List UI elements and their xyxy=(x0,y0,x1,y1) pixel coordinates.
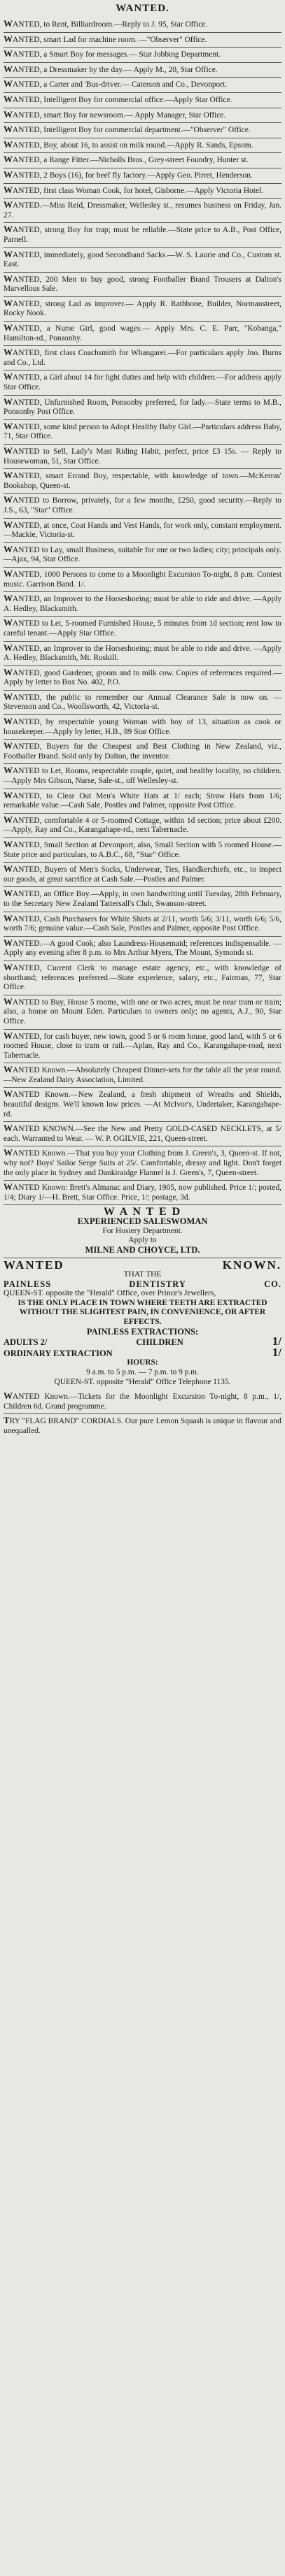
ad-initial-letter: W xyxy=(4,470,13,481)
classified-ad xyxy=(4,47,281,62)
classified-ad xyxy=(4,763,281,788)
classified-ad xyxy=(4,345,281,370)
classified-ad xyxy=(4,444,281,468)
painless-dentistry-ad xyxy=(4,1258,281,1390)
ad-initial-letter: W xyxy=(4,371,13,382)
ad-text: ANTED, 200 Men to buy good, strong Footballer Brand Trousers at Dalton's Marvellous Sale. xyxy=(4,275,281,294)
ad-initial-letter: W xyxy=(4,48,13,59)
ad-initial-letter: W xyxy=(4,995,13,1007)
classified-ad xyxy=(4,995,281,1029)
ad-initial-letter: W xyxy=(4,666,13,677)
classified-ad xyxy=(4,1121,281,1146)
ad-text: ANTED, smart Errand Boy, respectable, with knowledge of town.—McKerras' Bookshop, Queen-st. xyxy=(4,472,281,490)
closing-ads-list xyxy=(4,1390,281,1438)
hours-text: 9 a.m. to 5 p.m. — 7 p.m. to 9 p.m. xyxy=(86,1367,199,1376)
ad-text: ANTED, a Girl about 14 for light duties and help with children.—For address apply Star Office. xyxy=(4,373,281,392)
ad-text: ANTED.—A good Cook; also Laundress-Housemaid; references indispensable. —Apply any evening after 8 p.m. to Mrs Arthur Myers, The Mount, Symonds st. xyxy=(4,939,281,958)
ad-initial-letter: W xyxy=(4,108,13,120)
classified-ad xyxy=(4,395,281,419)
classified-ad xyxy=(4,247,281,272)
classified-ad xyxy=(4,1180,281,1204)
ad-text: ANTED, an Improver to the Horseshoeing; must be able to ride and drive. —Apply A. Hedley, Blacksmith. xyxy=(4,595,281,613)
ad-initial-letter: W xyxy=(4,1088,13,1100)
ad-text: ANTED Known.—That you buy your Clothing from J. Green's, 3, Queen-st. If not, why not? Boys' Sailor Serge Suits at 25/. Comfortable, dressy and light. Don't forget the only place in Sydney and Dankiraidge Flannel is J. Green's, 7, Queen-street. xyxy=(4,1149,281,1177)
dentistry-word: DENTISTRY xyxy=(129,1279,186,1289)
ad-initial-letter: W xyxy=(4,888,13,899)
ad-text: ANTED, Buyers for the Cheapest and Best Clothing in New Zealand, viz., Footballer Brand. Sold only by Dalton, the inventor. xyxy=(4,742,281,761)
ad-initial-letter: T xyxy=(4,1415,10,1426)
that-the-text: THAT THE xyxy=(123,1269,162,1279)
classified-ad xyxy=(4,77,281,92)
ad-text: ANTED, to Rent, Billiardroom.—Reply to J. 95, Star Office. xyxy=(13,20,208,29)
ad-initial-letter: W xyxy=(4,642,13,653)
ad-initial-letter: W xyxy=(4,347,13,358)
ad-text: ANTED.—Miss Reid, Dressmaker, Wellesley st., resumes business on Friday, Jan. 27. xyxy=(4,201,281,220)
ad-initial-letter: W xyxy=(4,937,13,948)
ad-text: ANTED, Buyers of Men's Socks, Underwear, Ties, Handkerchiefs, etc., to inspect our goods, at great sacrifice at Cash Sale.—Postles and Palmer. xyxy=(4,865,281,884)
ad-text: ANTED, smart Boy for newsroom.— Apply Manager, Star Office. xyxy=(13,110,226,120)
ad-text: ANTED, 2 Boys (16), for beef fly factory.—Apply Geo. Pirret, Henderson. xyxy=(13,171,253,180)
ad-text: ANTED, a Carter and 'Bus-driver.— Caterson and Co., Devonport. xyxy=(13,80,228,89)
dentistry-wanted-row xyxy=(4,1260,281,1270)
ad-initial-letter: W xyxy=(4,1181,13,1193)
saleswoman-display-ad xyxy=(4,1204,281,1258)
ad-initial-letter: W xyxy=(4,912,13,923)
only-place-text: IS THE ONLY PLACE IN TOWN WHERE TEETH ARE EXTRACTED WITHOUT THE SLIGHTEST PAIN, IN CONVENIENCE, OR AFTER EFFECTS. xyxy=(18,1298,267,1326)
ad-text: ANTED, a Nurse Girl, good wages.— Apply Mrs. C. E. Parr, "Kobanga," Hamilton-rd., Ponsonby. xyxy=(4,324,281,343)
classified-ad xyxy=(4,714,281,739)
ad-initial-letter: W xyxy=(4,863,13,875)
ad-text: ANTED, Unfurnished Room, Ponsonby preferred, for lady.—State terms to M.B., Ponsonby Post Office. xyxy=(4,398,281,417)
classified-ad xyxy=(4,641,281,665)
ad-text: ANTED, strong Lad as improver.— Apply R. Rathbone, Builder, Normanstreet, Rocky Nook. xyxy=(4,299,281,318)
ad-text: ANTED to Lay, small Business, suitable for one or two ladies; city; principals only.—Ajax, 94, Star Office. xyxy=(4,545,281,564)
ad-initial-letter: W xyxy=(4,519,13,530)
ad-text: ANTED KNOWN.—See the New and Pretty GOLD-CASED NECKLETS, at 5/ each. Warranted to Wear. — W. P. OGILVIE, 221, Queen-street. xyxy=(4,1125,281,1143)
ad-initial-letter: W xyxy=(4,199,13,210)
experienced-saleswoman-title: EXPERIENCED SALESWOMAN xyxy=(77,1216,208,1226)
apply-to-text: Apply to xyxy=(128,1236,157,1245)
ad-initial-letter: W xyxy=(4,138,13,150)
dentistry-address: QUEEN-ST. opposite the "Herald" Office, over Prince's Jewellers, xyxy=(4,1289,216,1298)
wanted-spaced-heading: W A N T E D xyxy=(103,1206,182,1218)
classified-ad xyxy=(4,862,281,886)
classified-ad xyxy=(4,665,281,690)
ad-text: RY "FLAG BRAND" CORDIALS. Our pure Lemon Squash is unique in flavour and unequalled. xyxy=(4,1417,281,1435)
ad-initial-letter: W xyxy=(4,740,13,751)
classified-ad xyxy=(4,272,281,296)
classified-ad xyxy=(4,886,281,911)
classified-ad xyxy=(4,1029,281,1063)
classified-ad xyxy=(4,222,281,247)
classified-ad xyxy=(4,122,281,138)
ad-initial-letter: W xyxy=(4,248,13,259)
classified-ad xyxy=(4,936,281,960)
ad-initial-letter: W xyxy=(4,168,13,180)
classified-ad xyxy=(4,198,281,222)
section-heading: WANTED. xyxy=(116,3,169,14)
classified-ad xyxy=(4,789,281,813)
classified-ad xyxy=(4,138,281,153)
ad-text: ANTED, a Dressmaker by the day.— Apply M., 20, Star Office. xyxy=(13,65,218,74)
ad-initial-letter: W xyxy=(4,297,13,308)
ad-initial-letter: W xyxy=(4,1123,13,1134)
classified-ad xyxy=(4,321,281,345)
ad-text: ANTED to Let, 5-roomed Furnished House, 5 minutes from 1d section; rent low to careful tenant.—Apply Star Office. xyxy=(4,619,281,638)
ad-initial-letter: W xyxy=(4,154,13,165)
co-word: CO. xyxy=(264,1279,281,1289)
ad-text: ANTED, smart Lad for machine room. —"Observer" Office. xyxy=(13,35,207,44)
ad-initial-letter: W xyxy=(4,33,13,44)
ad-initial-letter: W xyxy=(4,18,13,29)
classified-ad xyxy=(4,32,281,48)
ad-initial-letter: W xyxy=(4,593,13,604)
classified-ad xyxy=(4,591,281,616)
ad-text: ANTED, Intelligent Boy for commercial department.—"Observer" Office. xyxy=(13,126,251,135)
ad-initial-letter: W xyxy=(4,543,13,554)
ad-text: ANTED to Buy, House 5 rooms, with one or two acres, must be near tram or train; also, a house on Mount Eden. Particulars to owners only; no agents, A.J., 90, Star Office. xyxy=(4,998,281,1026)
ad-text: ANTED, some kind person to Adopt Healthy Baby Girl.—Particulars address Baby, 71, Star Office. xyxy=(4,422,281,441)
classified-ad xyxy=(4,518,281,542)
dentistry-name-row xyxy=(4,1280,281,1290)
classified-ad xyxy=(4,296,281,321)
fees-row xyxy=(4,1334,281,1348)
firm-name: MILNE AND CHOYCE, LTD. xyxy=(85,1244,200,1255)
ad-initial-letter: W xyxy=(4,1030,13,1041)
ad-initial-letter: W xyxy=(4,568,13,579)
classified-ad xyxy=(4,813,281,837)
ad-initial-letter: W xyxy=(4,839,13,849)
ad-initial-letter: W xyxy=(4,124,13,135)
ad-initial-letter: W xyxy=(4,1147,13,1158)
classified-ad xyxy=(4,1390,281,1413)
ad-text: ANTED, first class Coachsmith for Whangarei.—For particulars apply Jno. Burns and Co., Ltd. xyxy=(4,349,281,367)
ad-text: ANTED, the public to remember our Annual Clearance Sale is now on. —Stevenson and Co., Woollsworth, 42, Victoria-st. xyxy=(4,693,281,712)
classified-ad xyxy=(4,108,281,123)
classified-ad xyxy=(4,419,281,444)
ad-text: ANTED, immediately, good Secondhand Sacks.—W. S. Laurie and Co., Custom st. East. xyxy=(4,250,281,269)
ad-text: ANTED, a Range Fitter.—Nicholls Bros., Grey-street Foundry, Hunter st. xyxy=(13,156,249,165)
children-label: CHILDREN xyxy=(136,1337,183,1348)
ad-initial-letter: W xyxy=(4,494,13,505)
ad-text: ANTED, Small Section at Devonport, also, Small Section with 5 roomed House.—State price and particulars, to A.B.C., 68, "Star" Office. xyxy=(4,841,281,859)
ad-text: ANTED, for cash buyer, new town, good 5 or 6 room house, good land, with 5 or 6 roomed House, close to tram or rail.—Aplan, Ray and Co., Karangahape-road, next Tabernacle. xyxy=(4,1032,281,1060)
ad-initial-letter: W xyxy=(4,78,13,89)
ad-initial-letter: W xyxy=(4,961,13,972)
ad-text: ANTED, a Smart Boy for messages.— Star Jobbing Department. xyxy=(13,50,221,59)
ad-text: ANTED, Intelligent Boy for commercial office.—Apply Star Office. xyxy=(13,95,232,104)
ad-text: ANTED, good Gardener, groom and to milk cow. Copies of references required.—Apply by letter to Box No. 402, P.O. xyxy=(4,668,281,687)
ad-text: ANTED, strong Boy for trap; must be reliable.—State price to A.B., Post Office, Parnell. xyxy=(4,226,281,244)
classified-ad xyxy=(4,616,281,640)
classified-ad xyxy=(4,739,281,763)
ad-text: ANTED, to Clear Out Men's White Hats at 1/ each; Straw Hats from 1/6; remarkable value.—Cash Sale, Postles and Palmer, opposite Post Office. xyxy=(4,791,281,810)
ad-initial-letter: W xyxy=(4,1390,13,1402)
classified-ad xyxy=(4,960,281,995)
ad-text: ANTED to Borrow, privately, for a few months, £250, good security.—Reply to J.S., 63, "Star" Office. xyxy=(4,496,281,515)
ad-initial-letter: W xyxy=(4,420,13,431)
painless-word: PAINLESS xyxy=(4,1279,52,1289)
ad-initial-letter: W xyxy=(4,63,13,74)
ad-text: ANTED, Cash Purchasers for White Shirts at 2/11, worth 5/6; 3/11, worth 6/6; 5/6, worth 7/6; genuine value.—Cash Sale, Postles and Palmer, opposite Post Office. xyxy=(4,914,281,933)
classified-ad xyxy=(4,62,281,78)
children-fee: 1/ xyxy=(272,1334,281,1348)
ad-initial-letter: W xyxy=(4,396,13,407)
ad-text: ANTED Known.—New Zealand, a fresh shipment of Wreaths and Shields, beautiful designs. We'll known low prices. —At McIvor's, Undertaker, Karangahape-rd. xyxy=(4,1091,281,1118)
ad-text: ANTED, first class Woman Cook, for hotel, Gisborne.—Apply Victoria Hotel. xyxy=(13,186,263,195)
ad-text: ANTED Known.—Absolutely Cheapest Dinner-sets for the table all the year round.—New Zealand Dairy Association, Limited. xyxy=(4,1066,281,1084)
classified-ad xyxy=(4,17,281,32)
ad-text: ANTED, Boy, about 16, to assist on milk round.—Apply R. Sands, Epsom. xyxy=(13,141,253,150)
classified-ad xyxy=(4,468,281,493)
classified-ad xyxy=(4,1063,281,1087)
ad-initial-letter: W xyxy=(4,716,13,727)
ordinary-fee-row xyxy=(4,1345,281,1359)
classified-ad xyxy=(4,92,281,108)
hours-label: HOURS: xyxy=(127,1358,158,1367)
ad-initial-letter: W xyxy=(4,691,13,702)
ad-text: ANTED to Let, Rooms, respectable couple, quiet, and healthy locality, no children.—Apply Mrs Gibson, Nurse, Sale-st., off Wellesley-st. xyxy=(4,767,281,786)
classified-ad xyxy=(4,370,281,394)
hours-address: QUEEN-ST. opposite "Herald" Office Telephone 1135. xyxy=(54,1377,231,1386)
classified-ads-list xyxy=(4,17,281,1204)
classified-ad xyxy=(4,1146,281,1180)
ad-text: ANTED, 1000 Persons to come to a Moonlight Excursion To-night, 8 p.m. Contest music. Garrison Band. 1/. xyxy=(4,570,281,589)
classified-ad xyxy=(4,1413,281,1438)
ad-text: ANTED, comfortable 4 or 5-roomed Cottage, within 1d section; price about £200.—Apply, Ray and Co., Karangahape-rd., next Tabernacle. xyxy=(4,816,281,835)
classified-ad xyxy=(4,912,281,936)
hours-block xyxy=(4,1358,281,1387)
classified-ad xyxy=(4,1087,281,1121)
classified-ad xyxy=(4,183,281,199)
ad-initial-letter: W xyxy=(4,814,13,825)
classified-ad xyxy=(4,493,281,517)
ad-initial-letter: W xyxy=(4,445,13,456)
painless-extractions-label: PAINLESS EXTRACTIONS: xyxy=(86,1326,199,1337)
ad-initial-letter: W xyxy=(4,224,13,235)
ad-initial-letter: W xyxy=(4,765,13,776)
ad-text: ANTED, an Office Boy.—Apply, in own handwriting until Tuesday, 28th February, to the Secretary New Zealand Tattersall's Club, Swanson-street. xyxy=(4,890,281,908)
ad-initial-letter: W xyxy=(4,322,13,333)
ad-initial-letter: W xyxy=(4,1064,13,1075)
classified-ad xyxy=(4,837,281,862)
adults-fee: ADULTS 2/ xyxy=(4,1337,48,1348)
ordinary-fee: 1/ xyxy=(272,1345,281,1359)
ordinary-extraction-label: ORDINARY EXTRACTION xyxy=(4,1348,113,1358)
ad-initial-letter: W xyxy=(4,93,13,104)
ad-text: ANTED, an Improver to the Horseshoeing; must be able to ride and drive. —Apply A. Hedley, Blacksmith, Mt. Roskill. xyxy=(4,644,281,663)
ad-text: ANTED, at once, Coat Hands and Vest Hands, for work only, constant employment.—Mackie, Victoria-st. xyxy=(4,521,281,540)
classified-ad xyxy=(4,152,281,168)
classified-ad xyxy=(4,542,281,567)
ad-text: ANTED Known: Brett's Almanac and Diary, 1905, now published. Price 1/; posted, 1/4; Diary 1/—H. Brett, Star Office. Price, 1/; postage, 3d. xyxy=(4,1183,281,1202)
classified-ad xyxy=(4,690,281,714)
ad-text: ANTED Known.—Tickets for the Moonlight Excursion To-night, 8 p.m., 1/, Children 6d. Grand programme. xyxy=(4,1393,281,1411)
classified-ad xyxy=(4,567,281,591)
classified-ad xyxy=(4,168,281,183)
ad-text: ANTED, Current Clerk to manage estate agency, etc., with knowledge of shorthand; references preferred.—State experience, salary, etc., Fairman, 77, Star Office. xyxy=(4,963,281,992)
ad-initial-letter: W xyxy=(4,789,13,800)
ad-text: ANTED, by respectable young Woman with boy of 13, situation as cook or housekeeper.—Apply by letter, H.B., 89 Star Office. xyxy=(4,718,281,736)
known-word: KNOWN. xyxy=(222,1258,281,1272)
ad-text: ANTED to Sell, Lady's Mast Riding Habit, perfect, price £3 15s. — Reply to Housewoman, 51, Star Office. xyxy=(4,447,281,466)
hosiery-department-text: For Hosiery Department. xyxy=(102,1226,183,1235)
wanted-word: WANTED xyxy=(4,1258,64,1272)
ad-initial-letter: W xyxy=(4,184,13,195)
ad-initial-letter: W xyxy=(4,617,13,628)
ad-initial-letter: W xyxy=(4,273,13,284)
